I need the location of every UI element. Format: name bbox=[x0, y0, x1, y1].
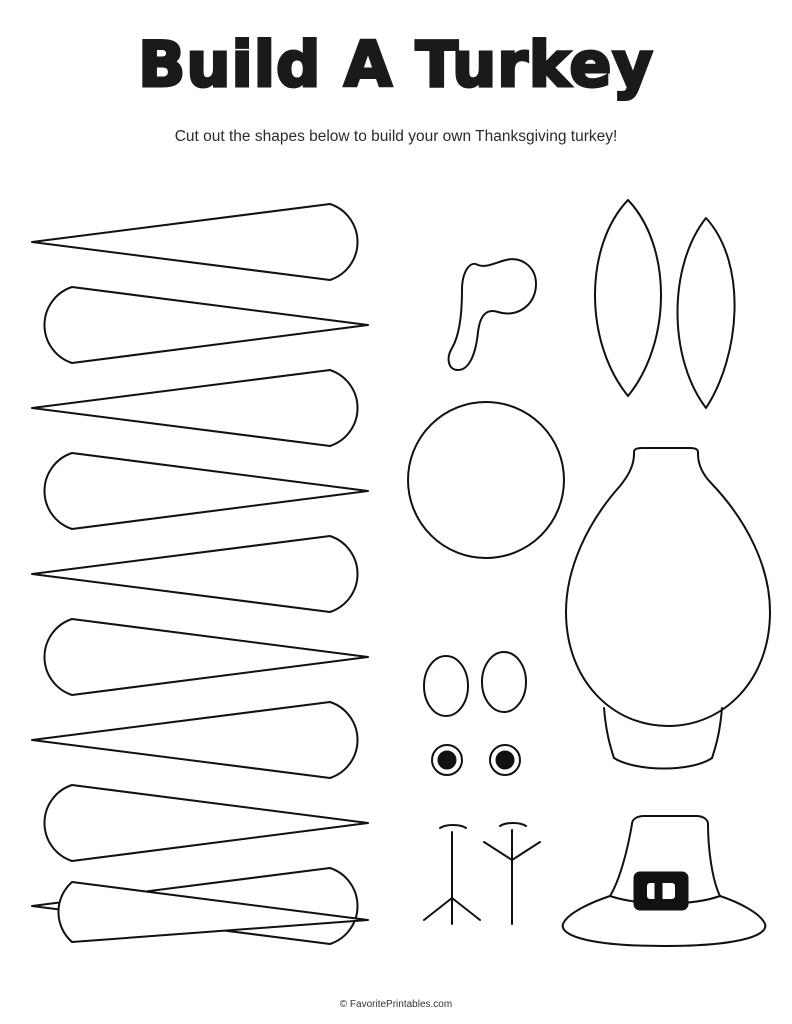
wing-right[interactable] bbox=[678, 218, 735, 408]
hat-buckle bbox=[634, 872, 688, 910]
pupil-left bbox=[438, 751, 456, 769]
leg-left[interactable] bbox=[424, 825, 480, 924]
feather[interactable] bbox=[44, 453, 368, 529]
body-notch-left bbox=[604, 708, 614, 758]
feather[interactable] bbox=[32, 536, 358, 612]
cutout-shapes-area bbox=[0, 180, 792, 980]
eye-white-left[interactable] bbox=[424, 656, 468, 716]
feather[interactable] bbox=[44, 287, 368, 363]
wattle[interactable] bbox=[449, 259, 536, 370]
page-title: Build A Turkey bbox=[138, 28, 654, 101]
head-circle[interactable] bbox=[408, 402, 564, 558]
feather[interactable] bbox=[44, 785, 368, 861]
feather[interactable] bbox=[32, 702, 358, 778]
eye-white-right[interactable] bbox=[482, 652, 526, 712]
body-bottom-edge bbox=[614, 758, 712, 769]
feather[interactable] bbox=[32, 370, 358, 446]
leg-right[interactable] bbox=[484, 823, 540, 924]
wing-left[interactable] bbox=[595, 200, 661, 396]
pupil-right bbox=[496, 751, 514, 769]
footer-credit: © FavoritePrintables.com bbox=[339, 999, 453, 1010]
feather[interactable] bbox=[32, 204, 358, 280]
feather[interactable] bbox=[44, 619, 368, 695]
page-subtitle: Cut out the shapes below to build your own Thanksgiving turkey! bbox=[174, 128, 618, 145]
feather-group bbox=[32, 204, 368, 944]
body[interactable] bbox=[566, 448, 770, 726]
